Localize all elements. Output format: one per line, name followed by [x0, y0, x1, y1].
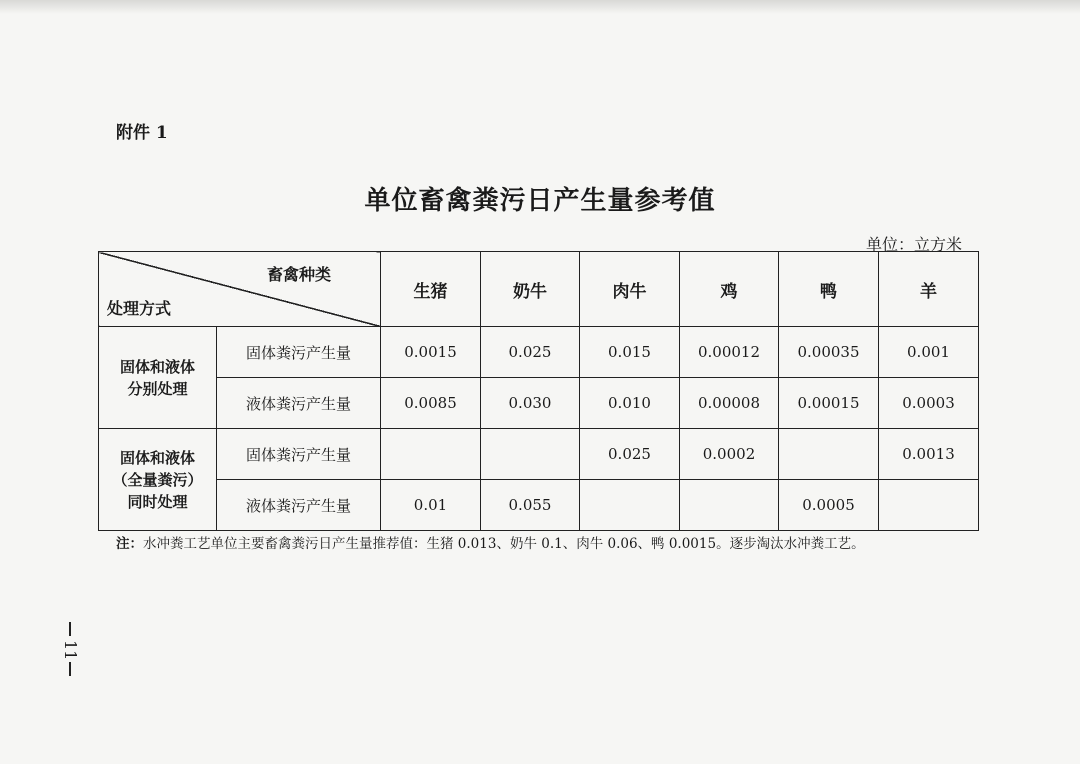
page-number-value: 11 [61, 640, 80, 661]
table-cell: 0.00008 [680, 378, 779, 429]
row-label: 固体粪污产生量 [217, 429, 381, 480]
column-header: 羊 [879, 252, 979, 327]
row-label: 液体粪污产生量 [217, 378, 381, 429]
table-row [99, 378, 979, 429]
group-label-line: 固体和液体 [119, 448, 195, 467]
table-cell: 0.0015 [381, 327, 481, 378]
group-label-line: 同时处理 [127, 492, 188, 511]
column-header: 生猪 [381, 252, 481, 327]
table-cell: 0.025 [580, 429, 680, 480]
table-row [99, 429, 979, 480]
column-header: 肉牛 [580, 252, 680, 327]
table-cell: 0.00035 [779, 327, 879, 378]
corner-bottom-label: 处理方式 [107, 299, 172, 318]
table-cell: 0.001 [879, 327, 979, 378]
table-cell: 0.0002 [680, 429, 779, 480]
table-corner-cell [99, 252, 381, 327]
attachment-label: 附件 1 [116, 123, 168, 143]
row-label: 固体粪污产生量 [217, 327, 381, 378]
table-cell: 0.025 [481, 327, 580, 378]
table-cell [481, 429, 580, 480]
footnote-prefix: 注： [116, 536, 143, 552]
column-header: 鸭 [779, 252, 879, 327]
document-title: 单位畜禽粪污日产生量参考值 [364, 186, 716, 216]
table-cell: 0.00012 [680, 327, 779, 378]
footnote-text: 水冲粪工艺单位主要畜禽粪污日产生量推荐值：生猪 0.013、奶牛 0.1、肉牛 0.06、鸭 0.0015。逐步淘汰水冲粪工艺。 [143, 536, 865, 552]
group-label-combined [99, 429, 217, 531]
page-number-dash-bottom [58, 662, 82, 678]
table-cell: 0.0085 [381, 378, 481, 429]
table-cell [680, 480, 779, 531]
table-cell: 0.00015 [779, 378, 879, 429]
column-header: 鸡 [680, 252, 779, 327]
group-label-line: 分别处理 [127, 379, 188, 398]
page-number [58, 622, 82, 678]
table-cell: 0.010 [580, 378, 680, 429]
table-cell [580, 480, 680, 531]
reference-table [98, 251, 979, 531]
scan-edge [0, 0, 1080, 14]
group-label-line: （全量粪污） [112, 470, 203, 489]
page-number-dash-top [58, 622, 82, 638]
table-cell: 0.015 [580, 327, 680, 378]
table-row [99, 480, 979, 531]
table-header-row [99, 252, 979, 327]
table-cell [779, 429, 879, 480]
unit-note: 单位：立方米 [865, 235, 962, 254]
table-cell: 0.030 [481, 378, 580, 429]
table-cell: 0.0003 [879, 378, 979, 429]
table-cell: 0.0013 [879, 429, 979, 480]
row-label: 液体粪污产生量 [217, 480, 381, 531]
column-header: 奶牛 [481, 252, 580, 327]
table-cell [879, 480, 979, 531]
table-cell: 0.055 [481, 480, 580, 531]
table-cell [381, 429, 481, 480]
group-label-line: 固体和液体 [119, 357, 195, 376]
table-row [99, 327, 979, 378]
table-cell: 0.0005 [779, 480, 879, 531]
corner-top-label: 畜禽种类 [267, 265, 332, 284]
group-label-separate [99, 327, 217, 429]
table-cell: 0.01 [381, 480, 481, 531]
footnote [116, 532, 865, 552]
